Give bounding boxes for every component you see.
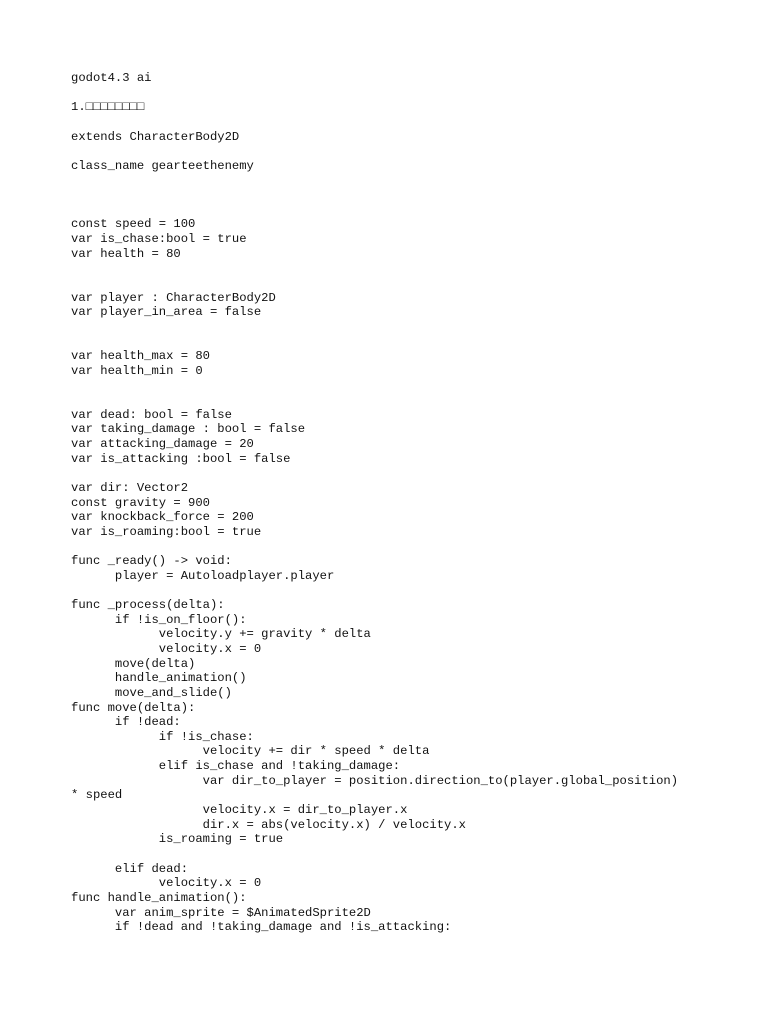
code-line: func _ready() -> void:: [71, 554, 232, 569]
code-line: velocity += dir * speed * delta: [71, 744, 430, 759]
code-line: [71, 393, 678, 408]
code-line: dir.x = abs(velocity.x) / velocity.x: [71, 817, 466, 832]
code-line: [71, 320, 678, 335]
code-line: [71, 173, 678, 188]
code-line: [71, 466, 678, 481]
code-line: velocity.y += gravity * delta: [71, 627, 371, 642]
code-line: handle_animation(): [71, 671, 247, 686]
code-line: var taking_damage : bool = false: [71, 422, 306, 437]
code-line: [71, 261, 678, 276]
code-line: elif dead:: [71, 861, 189, 876]
code-line: [71, 203, 678, 218]
code-line: elif is_chase and !taking_damage:: [71, 759, 401, 774]
code-line: velocity.x = dir_to_player.x: [71, 803, 408, 818]
code-line: var health = 80: [71, 246, 181, 261]
code-line: [71, 144, 678, 159]
code-line: var dir_to_player = position.direction_to(player.global_position): [71, 773, 679, 788]
code-line: var dead: bool = false: [71, 407, 232, 422]
code-line: func handle_animation():: [71, 890, 247, 905]
code-listing: [71, 71, 678, 935]
code-line: var dir: Vector2: [71, 480, 189, 495]
code-line: [71, 86, 678, 101]
code-line: [71, 276, 678, 291]
code-line: if !is_chase:: [71, 729, 254, 744]
code-line: var player_in_area = false: [71, 305, 262, 320]
code-line: var is_chase:bool = true: [71, 232, 247, 247]
code-line: var is_roaming:bool = true: [71, 524, 262, 539]
code-line: var health_min = 0: [71, 363, 203, 378]
code-line: [71, 115, 678, 130]
code-line: if !dead and !taking_damage and !is_attacking:: [71, 920, 452, 935]
code-line: is_roaming = true: [71, 832, 284, 847]
code-line: move(delta): [71, 656, 196, 671]
code-line: var player : CharacterBody2D: [71, 290, 276, 305]
code-line: var is_attacking :bool = false: [71, 451, 291, 466]
code-line: var knockback_force = 200: [71, 510, 254, 525]
code-line: const speed = 100: [71, 217, 196, 232]
code-line: var health_max = 80: [71, 349, 210, 364]
code-line: class_name gearteethenemy: [71, 158, 254, 173]
code-line: if !is_on_floor():: [71, 612, 247, 627]
code-line: [71, 540, 678, 555]
code-line: func move(delta):: [71, 700, 196, 715]
code-line: 1.□□□□□□□□: [71, 100, 145, 115]
code-line: move_and_slide(): [71, 685, 232, 700]
code-line: [71, 335, 678, 350]
code-line: godot4.3 ai: [71, 71, 152, 85]
code-line: [71, 378, 678, 393]
code-line: [71, 188, 678, 203]
code-line: var anim_sprite = $AnimatedSprite2D: [71, 905, 371, 920]
code-line: velocity.x = 0: [71, 876, 262, 891]
code-line: * speed: [71, 788, 123, 803]
code-line: player = Autoloadplayer.player: [71, 568, 335, 583]
code-line: velocity.x = 0: [71, 641, 262, 656]
code-line: var attacking_damage = 20: [71, 437, 254, 452]
code-line: extends CharacterBody2D: [71, 129, 240, 144]
code-line: [71, 583, 678, 598]
code-line: [71, 847, 678, 862]
code-line: if !dead:: [71, 715, 181, 730]
code-line: const gravity = 900: [71, 495, 210, 510]
code-line: func _process(delta):: [71, 598, 225, 613]
